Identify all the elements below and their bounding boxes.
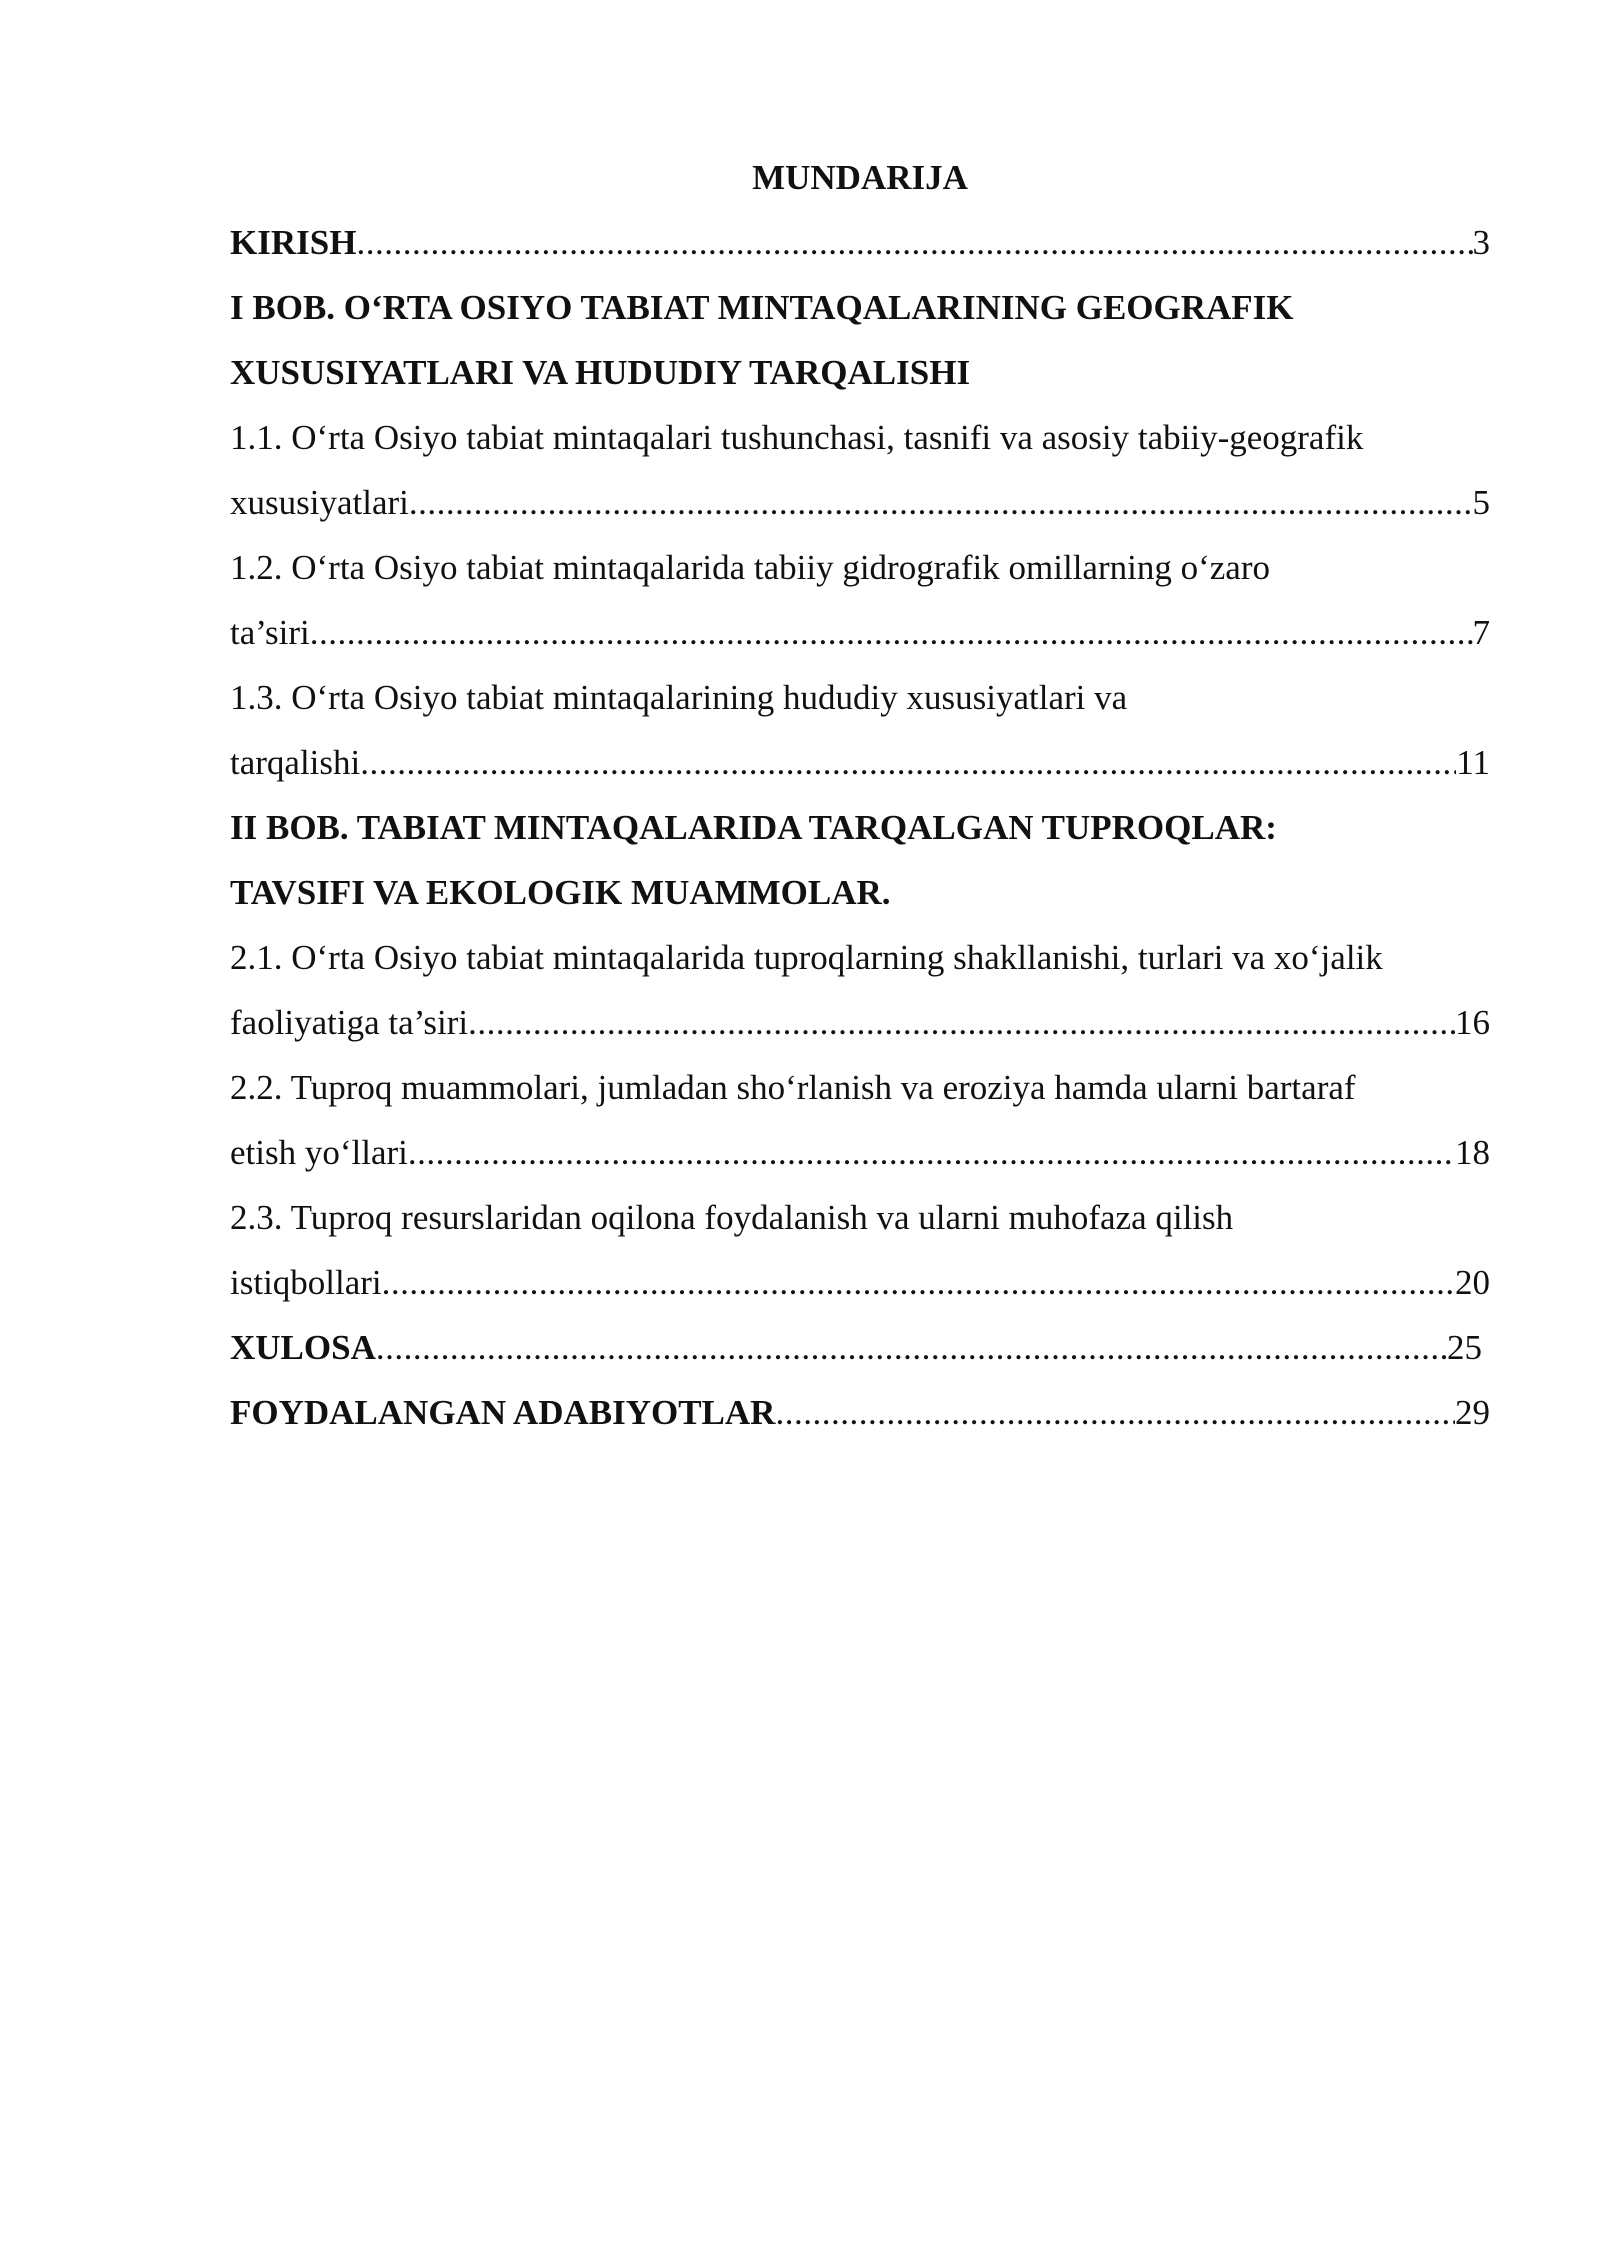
toc-leader-dots [382,1250,1455,1315]
toc-entry-adabiyotlar [230,1380,1490,1445]
toc-entry-label: istiqbollari [230,1263,382,1302]
toc-entry-kirish [230,210,1490,275]
toc-page-number: 18 [1455,1133,1490,1172]
toc-entry-1-1 [230,470,1490,535]
toc-page-number: 11 [1456,743,1490,782]
toc-entry-2-2 [230,1120,1490,1185]
toc-leader-dots [775,1380,1455,1445]
toc-page-number: 5 [1472,483,1490,522]
toc-leader-dots [360,730,1456,795]
toc-leader-dots [468,990,1455,1055]
toc-entry-label: XULOSA [230,1328,376,1367]
toc-entry-label: ta’siri [230,613,310,652]
toc-chapter-heading: XUSUSIYATLARI VA HUDUDIY TARQALISHI [230,353,971,392]
toc-page-number: 16 [1455,1003,1490,1042]
toc-leader-dots [310,600,1473,665]
toc-entry-2-3 [230,1250,1490,1315]
toc-chapter-heading: I BOB. O‘RTA OSIYO TABIAT MINTAQALARINING GEOGRAFIK [230,288,1294,327]
toc-page-number: 29 [1455,1393,1490,1432]
toc-entry-line: 2.1. O‘rta Osiyo tabiat mintaqalarida tuproqlarning shakllanishi, turlari va xo‘jalik [230,938,1383,977]
toc-leader-dots [356,210,1472,275]
toc-entry-1-2 [230,600,1490,665]
toc-leader-dots [376,1315,1447,1380]
table-of-contents [230,145,1490,1445]
toc-chapter-heading: TAVSIFI VA EKOLOGIK MUAMMOLAR. [230,873,891,912]
toc-entry-xulosa [230,1315,1490,1380]
toc-entry-label: xususiyatlari [230,483,409,522]
toc-leader-dots [409,470,1473,535]
toc-entry-line: 2.3. Tuproq resurslaridan oqilona foydalanish va ularni muhofaza qilish [230,1198,1234,1237]
toc-entry-label: etish yo‘llari [230,1133,408,1172]
toc-entry-label: FOYDALANGAN ADABIYOTLAR [230,1393,776,1432]
toc-entry-2-1 [230,990,1490,1055]
toc-chapter-heading: II BOB. TABIAT MINTAQALARIDA TARQALGAN TUPROQLAR: [230,808,1277,847]
toc-entry-label: tarqalishi [230,743,361,782]
toc-page-number: 25 [1447,1328,1482,1367]
toc-entry-line: 1.1. O‘rta Osiyo tabiat mintaqalari tushunchasi, tasnifi va asosiy tabiiy-geografik [230,418,1364,457]
toc-entry-line: 2.2. Tuproq muammolari, jumladan sho‘rlanish va eroziya hamda ularni bartaraf [230,1068,1356,1107]
toc-title: MUNDARIJA [752,158,968,197]
toc-entry-line: 1.3. O‘rta Osiyo tabiat mintaqalarining hududiy xususiyatlari va [230,678,1128,717]
toc-entry-label: KIRISH [230,223,357,262]
toc-page-number: 3 [1472,223,1490,262]
toc-page-number: 20 [1455,1263,1490,1302]
toc-page-number: 7 [1472,613,1490,652]
toc-entry-line: 1.2. O‘rta Osiyo tabiat mintaqalarida tabiiy gidrografik omillarning o‘zaro [230,548,1270,587]
toc-leader-dots [408,1120,1455,1185]
toc-entry-label: faoliyatiga ta’siri [230,1003,469,1042]
toc-entry-1-3 [230,730,1490,795]
